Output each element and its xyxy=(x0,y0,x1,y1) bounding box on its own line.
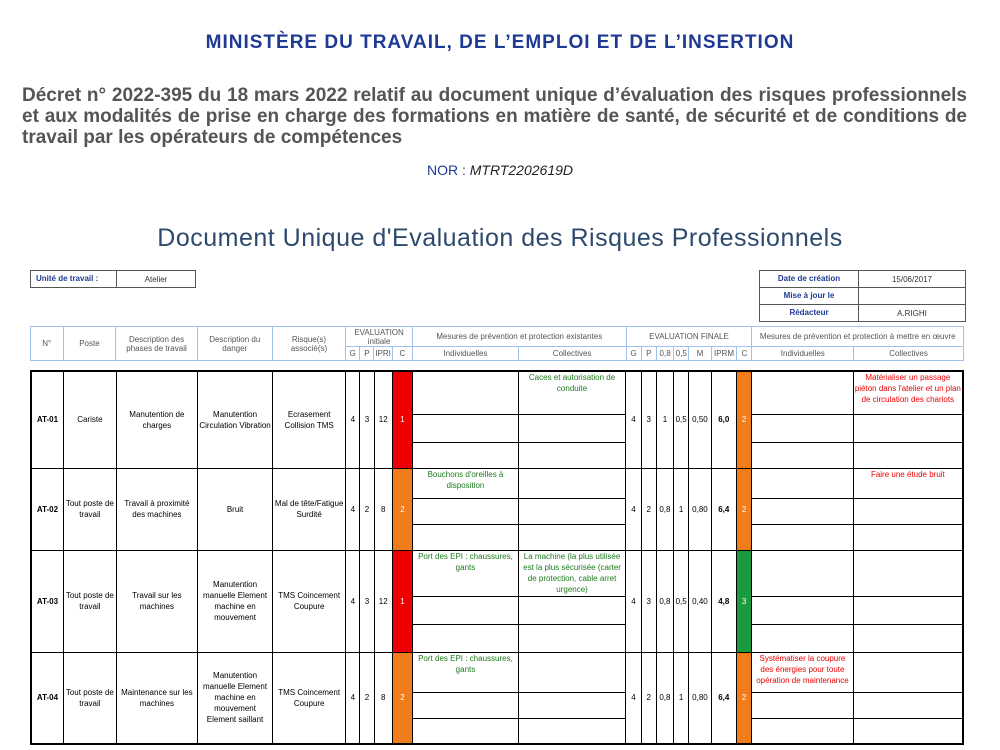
row-indiv: Port des EPI : chaussures, gants xyxy=(413,652,519,692)
row-ipri: 12 xyxy=(374,371,392,468)
row-final-c: 3 xyxy=(736,550,751,652)
row-m: 0,80 xyxy=(689,468,711,550)
row-risques: TMS Coincement Coupure xyxy=(273,550,346,652)
row-action-collect xyxy=(853,550,963,596)
row-poste: Tout poste de travail xyxy=(63,468,116,550)
row-risques: Ecrasement Collision TMS xyxy=(273,371,346,468)
row-f08: 0,8 xyxy=(656,652,673,744)
col-action-individuelles: Individuelles xyxy=(752,347,854,361)
table-row xyxy=(31,550,963,596)
row-ipri: 8 xyxy=(374,468,392,550)
row-phases: Maintenance sur les machines xyxy=(116,652,197,744)
row-phases: Travail à proximité des machines xyxy=(116,468,197,550)
row-action-collect: Matérialiser un passage piéton dans l'atelier et un plan de circulation des chariots xyxy=(853,371,963,414)
row-final-p: 3 xyxy=(641,371,656,468)
row-f05: 1 xyxy=(674,468,689,550)
decree-text: Décret n° 2022-395 du 18 mars 2022 relatif au document unique d’évaluation des risques professionnels et aux modalités de prise en charge des formations en matière de santé, de sécurité et de conditions de travail par les opérateurs de compétences xyxy=(22,85,967,148)
row-id: AT-04 xyxy=(31,652,63,744)
row-collect: Caces et autorisation de conduite xyxy=(518,371,626,414)
row-id: AT-02 xyxy=(31,468,63,550)
ministry-title: MINISTÈRE DU TRAVAIL, DE L’EMPLOI ET DE L’INSERTION xyxy=(205,32,795,53)
row-final-c: 2 xyxy=(736,371,751,468)
col-mesures-existantes: Mesures de prévention et protection existantes xyxy=(413,327,626,347)
row-action-indiv xyxy=(752,550,854,596)
row-g: 4 xyxy=(346,652,360,744)
row-final-p: 2 xyxy=(641,468,656,550)
row-indiv xyxy=(413,371,519,414)
row-c: 1 xyxy=(392,371,412,468)
document-title: Document Unique d'Evaluation des Risques Professionnels xyxy=(157,224,843,252)
row-g: 4 xyxy=(346,468,360,550)
updated-label: Mise à jour le xyxy=(760,288,859,304)
row-action-collect: Faire une étude bruit xyxy=(853,468,963,498)
col-eval-initiale: EVALUATION initiale xyxy=(346,327,413,347)
row-indiv: Port des EPI : chaussures, gants xyxy=(413,550,519,596)
col-p: P xyxy=(360,347,374,361)
metadata-box xyxy=(759,270,966,322)
row-m: 0,80 xyxy=(689,652,711,744)
row-iprm: 6,0 xyxy=(711,371,736,468)
row-poste: Tout poste de travail xyxy=(63,550,116,652)
row-f05: 0,5 xyxy=(674,371,689,468)
row-indiv: Bouchons d'oreilles à disposition xyxy=(413,468,519,498)
col-f08: 0,8 xyxy=(656,347,673,361)
row-f05: 0,5 xyxy=(674,550,689,652)
row-p: 2 xyxy=(360,652,374,744)
unit-box xyxy=(30,270,196,288)
row-poste: Tout poste de travail xyxy=(63,652,116,744)
col-c: C xyxy=(392,347,412,361)
table-row xyxy=(31,652,963,692)
row-danger: Manutention manuelle Element machine en mouvement Element saillant xyxy=(197,652,272,744)
col-danger: Description du danger xyxy=(197,327,272,361)
row-c: 2 xyxy=(392,652,412,744)
row-f05: 1 xyxy=(674,652,689,744)
row-f08: 0,8 xyxy=(656,550,673,652)
row-iprm: 4,8 xyxy=(711,550,736,652)
col-final-c: C xyxy=(737,347,752,361)
col-final-p: P xyxy=(641,347,656,361)
row-collect xyxy=(518,468,626,498)
nor-reference xyxy=(0,162,1000,178)
col-risques: Risque(s) associé(s) xyxy=(272,327,345,361)
row-final-p: 2 xyxy=(641,652,656,744)
nor-label: NOR : xyxy=(426,162,466,178)
row-g: 4 xyxy=(346,550,360,652)
row-c: 2 xyxy=(392,468,412,550)
row-m: 0,40 xyxy=(689,550,711,652)
row-action-collect xyxy=(853,652,963,692)
row-action-indiv xyxy=(752,371,854,414)
author-value: A.RIGHI xyxy=(897,308,927,318)
row-c: 1 xyxy=(392,550,412,652)
col-collectives: Collectives xyxy=(518,347,626,361)
row-final-p: 3 xyxy=(641,550,656,652)
row-danger: Manutention manuelle Element machine en mouvement xyxy=(197,550,272,652)
row-f08: 0,8 xyxy=(656,468,673,550)
unit-value: Atelier xyxy=(144,274,168,284)
row-m: 0,50 xyxy=(689,371,711,468)
row-g: 4 xyxy=(346,371,360,468)
nor-value: MTRT2202619D xyxy=(469,162,574,178)
row-p: 2 xyxy=(360,468,374,550)
row-final-c: 2 xyxy=(736,652,751,744)
row-danger: Bruit xyxy=(197,468,272,550)
col-individuelles: Individuelles xyxy=(413,347,519,361)
col-phases: Description des phases de travail xyxy=(116,327,197,361)
row-final-g: 4 xyxy=(626,652,641,744)
row-collect xyxy=(518,652,626,692)
row-collect: La machine (la plus utilisée est la plus sécurisée (carter de protection, cable arret urgence) xyxy=(518,550,626,596)
row-risques: TMS Coincement Coupure xyxy=(273,652,346,744)
row-final-g: 4 xyxy=(626,371,641,468)
table-header xyxy=(30,326,964,361)
col-action-collectives: Collectives xyxy=(854,347,964,361)
col-ipri: IPRI xyxy=(374,347,392,361)
row-phases: Travail sur les machines xyxy=(116,550,197,652)
row-final-g: 4 xyxy=(626,550,641,652)
col-final-g: G xyxy=(626,347,641,361)
created-label: Date de création xyxy=(760,271,859,287)
row-action-indiv xyxy=(752,468,854,498)
row-final-g: 4 xyxy=(626,468,641,550)
col-n: N° xyxy=(31,327,64,361)
row-iprm: 6,4 xyxy=(711,468,736,550)
col-m: M xyxy=(689,347,711,361)
row-final-c: 2 xyxy=(736,468,751,550)
col-f05: 0,5 xyxy=(674,347,689,361)
row-action-indiv: Systématiser la coupure des énergies pour toute opération de maintenance xyxy=(752,652,854,692)
col-g: G xyxy=(346,347,360,361)
table-row xyxy=(31,468,963,498)
row-p: 3 xyxy=(360,371,374,468)
col-iprm: IPRM xyxy=(711,347,736,361)
unit-label: Unité de travail : xyxy=(31,271,117,287)
row-p: 3 xyxy=(360,550,374,652)
row-ipri: 12 xyxy=(374,550,392,652)
row-ipri: 8 xyxy=(374,652,392,744)
row-phases: Manutention de charges xyxy=(116,371,197,468)
row-f08: 1 xyxy=(656,371,673,468)
author-label: Rédacteur xyxy=(760,305,859,321)
row-poste: Cariste xyxy=(63,371,116,468)
row-id: AT-01 xyxy=(31,371,63,468)
col-mesures-a-mettre: Mesures de prévention et protection à mettre en œuvre xyxy=(752,327,964,347)
row-risques: Mal de tête/Fatigue Surdité xyxy=(273,468,346,550)
risk-table xyxy=(30,370,964,745)
row-danger: Manutention Circulation Vibration xyxy=(197,371,272,468)
row-id: AT-03 xyxy=(31,550,63,652)
table-row xyxy=(31,371,963,414)
col-poste: Poste xyxy=(63,327,116,361)
created-value: 15/06/2017 xyxy=(891,274,933,284)
col-eval-finale: EVALUATION FINALE xyxy=(626,327,752,347)
row-iprm: 6,4 xyxy=(711,652,736,744)
